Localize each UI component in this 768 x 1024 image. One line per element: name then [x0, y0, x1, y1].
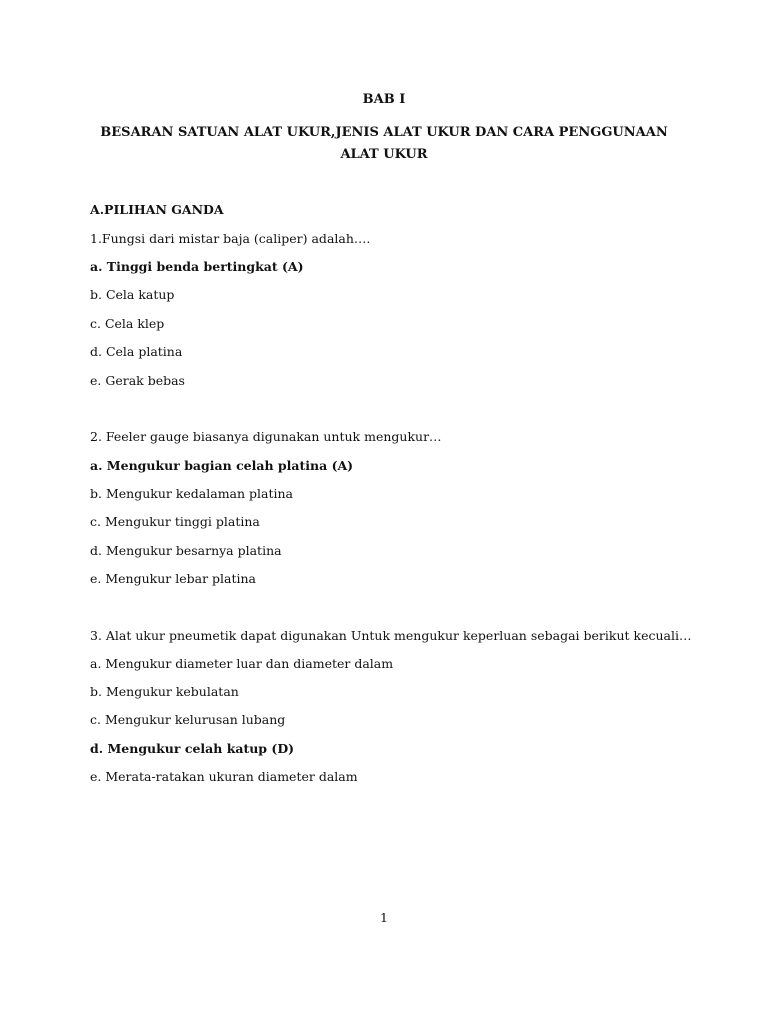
q3-option-a: a. Mengukur diameter luar dan diameter dalam — [90, 656, 394, 671]
q3-option-c: c. Mengukur kelurusan lubang — [90, 712, 286, 727]
question-1: 1.Fungsi dari mistar baja (caliper) adalah…. — [90, 231, 371, 246]
q2-option-a: a. Mengukur bagian celah platina (A) — [90, 458, 354, 473]
page-number: 1 — [380, 910, 388, 925]
q2-option-b: b. Mengukur kedalaman platina — [90, 486, 294, 501]
q1-option-d: d. Cela platina — [90, 344, 183, 359]
q3-option-e: e. Merata-ratakan ukuran diameter dalam — [90, 769, 358, 784]
q1-option-b: b. Cela katup — [90, 287, 175, 302]
section-heading: A.PILIHAN GANDA — [90, 202, 224, 217]
q1-option-c: c. Cela klep — [90, 316, 165, 331]
question-3: 3. Alat ukur pneumetik dapat digunakan Untuk mengukur keperluan sebagai berikut kecuali… — [90, 628, 692, 643]
chapter-title: BESARAN SATUAN ALAT UKUR,JENIS ALAT UKUR DAN CARA PENGGUNAAN ALAT UKUR — [100, 125, 668, 162]
q3-option-d: d. Mengukur celah katup (D) — [90, 741, 295, 756]
q3-option-b: b. Mengukur kebulatan — [90, 684, 239, 699]
question-2: 2. Feeler gauge biasanya digunakan untuk mengukur… — [90, 429, 442, 444]
chapter-heading: BAB I — [362, 92, 406, 107]
q2-option-d: d. Mengukur besarnya platina — [90, 543, 282, 558]
q1-option-a: a. Tinggi benda bertingkat (A) — [90, 259, 304, 274]
q1-option-e: e. Gerak bebas — [90, 373, 185, 388]
q2-option-e: e. Mengukur lebar platina — [90, 571, 256, 586]
q2-option-c: c. Mengukur tinggi platina — [90, 514, 260, 529]
